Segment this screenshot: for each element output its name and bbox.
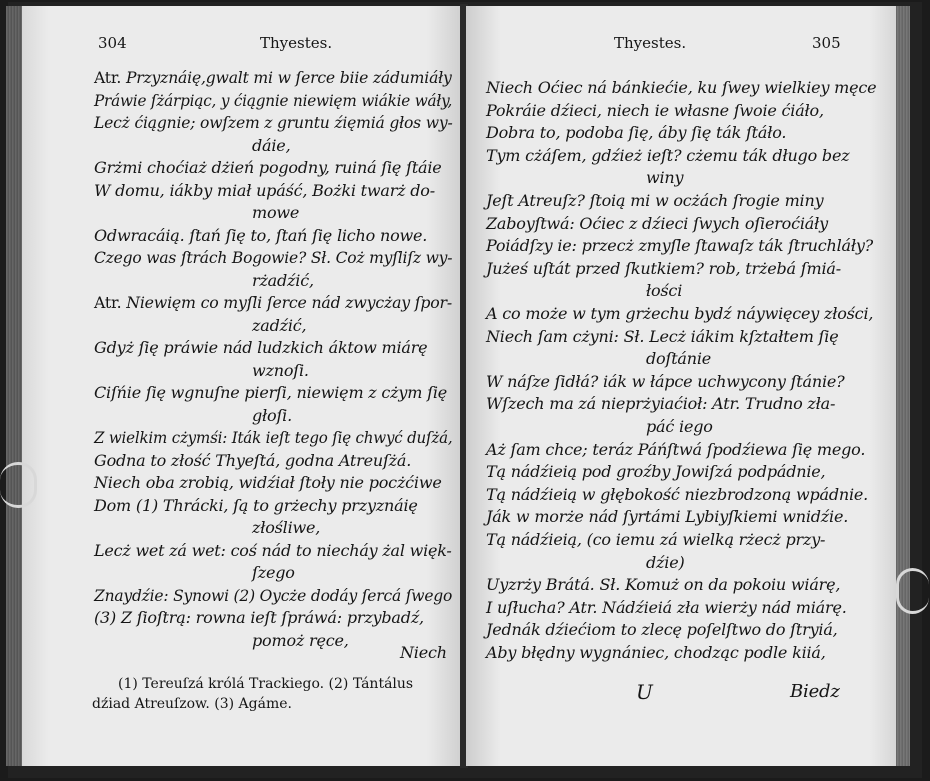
text-line bbox=[486, 327, 838, 347]
text-line bbox=[94, 68, 452, 88]
text-line bbox=[252, 631, 349, 651]
line-text: ſzego bbox=[252, 563, 295, 582]
text-line bbox=[94, 496, 418, 516]
ribbon-right bbox=[896, 568, 929, 614]
line-text: Jeſt Atreuſz? ſtoią mi w ocżách ſrogie miny bbox=[486, 191, 824, 210]
line-text: Tą nádźieią pod groźby Jowiſzá podpádnie, bbox=[486, 462, 826, 482]
line-text: pomoż ręce, bbox=[252, 630, 349, 650]
text-line bbox=[94, 181, 435, 201]
line-text: Ják w morże nád ſyrtámi Lybiyſkiemi wnidźie. bbox=[486, 507, 849, 527]
text-line bbox=[94, 428, 453, 448]
footnote-line-1: (1) Tereuſzá królá Trackiego. (2) Tántálus bbox=[118, 676, 414, 692]
line-text: Niech oba zrobią, widźiał ſtoły nie pocżćiwe bbox=[94, 473, 442, 492]
line-text: Tą nádźieią w głębokość niezbrodzoną wpádnie. bbox=[486, 484, 869, 504]
text-line bbox=[252, 203, 299, 223]
text-line bbox=[486, 146, 849, 166]
text-line bbox=[486, 78, 876, 98]
line-text: doſtánie bbox=[646, 349, 712, 369]
text-line bbox=[94, 226, 427, 246]
line-text: Niech Oćiec ná bánkiećie, ku ſwey wielkiey męce bbox=[486, 78, 877, 97]
text-line bbox=[646, 553, 685, 573]
line-text: Lecż ćiągnie; owſzem z gruntu źięmiá głos wy- bbox=[94, 113, 453, 132]
text-line bbox=[486, 643, 826, 663]
line-text: I uſłucha? Atr. Nádźieiá zła wierży nád miárę. bbox=[486, 597, 847, 617]
line-text: Grżmi choćiaż dżień pogodny, ruiná ſię ſtáie bbox=[94, 158, 442, 177]
text-line bbox=[252, 563, 295, 583]
text-line bbox=[94, 608, 424, 628]
line-text: A co może w tym grżechu bydź náywięcey złości, bbox=[486, 304, 874, 323]
text-line bbox=[486, 259, 841, 279]
line-text: Dobra to, podoba ſię, áby ſię ták ſtáło. bbox=[486, 123, 787, 143]
line-text: dźie) bbox=[646, 552, 685, 572]
line-text: Tą nádźieią, (co iemu zá wielką rżecż przy- bbox=[486, 530, 826, 549]
text-line bbox=[646, 349, 711, 369]
left-running-head: Thyestes. bbox=[260, 34, 333, 52]
text-line bbox=[486, 530, 825, 550]
right-page-number: 305 bbox=[812, 34, 841, 52]
text-line bbox=[94, 541, 452, 561]
line-text: Z wielkim cżymśi: Iták ieſt tego ſię chwyć duſżá, bbox=[94, 428, 453, 447]
line-text: Dom (1) Thrácki, ſą to grżechy przyznáię bbox=[94, 495, 418, 515]
left-catchword: Niech bbox=[400, 643, 447, 662]
line-text: (3) Z ſioſtrą: rowna ieſt ſpráwá: przybadź, bbox=[94, 608, 424, 627]
text-line bbox=[486, 440, 865, 460]
text-line bbox=[646, 417, 713, 437]
line-text: Pokráie dźieci, niech ie własne ſwoie ćiáło, bbox=[486, 100, 824, 120]
text-line bbox=[252, 271, 314, 291]
text-line bbox=[94, 248, 452, 268]
speaker-label: Atr. bbox=[94, 68, 122, 87]
line-text: Niech ſam cżyni: Sł. Lecż iákim kſztałtem ſię bbox=[486, 326, 839, 346]
line-text: zadźić, bbox=[252, 315, 307, 335]
line-text: złośliwe, bbox=[252, 518, 321, 537]
right-page-edges bbox=[894, 6, 910, 766]
text-line bbox=[252, 518, 320, 538]
text-line bbox=[486, 214, 828, 234]
line-text: Práwie ſżárpiąc, y ćiągnie niewięm wiákie wáły, bbox=[94, 90, 453, 110]
line-text: Gdyż ſię práwie nád ludzkich áktow miárę bbox=[94, 338, 428, 357]
text-line bbox=[94, 91, 452, 111]
line-text: głoſi. bbox=[252, 405, 292, 425]
text-line bbox=[94, 451, 411, 471]
text-line bbox=[94, 158, 442, 178]
line-text: wznoſi. bbox=[252, 360, 309, 380]
text-line bbox=[94, 473, 442, 493]
right-page bbox=[466, 6, 896, 766]
line-text: Jednák dźiećiom to zlecę poſelſtwo do ſtryiá, bbox=[486, 620, 838, 640]
line-text: Uyzrży Brátá. Sł. Komuż on da pokoiu wiárę, bbox=[486, 575, 841, 595]
text-line bbox=[486, 485, 868, 505]
text-line bbox=[94, 586, 452, 606]
line-text: Aby błędny wygnániec, chodząc podle kiiá, bbox=[486, 643, 826, 662]
text-line bbox=[486, 462, 825, 482]
text-line bbox=[94, 338, 427, 358]
text-line bbox=[94, 113, 453, 133]
text-line bbox=[252, 361, 309, 381]
text-line bbox=[252, 406, 292, 426]
speaker-label: Atr. bbox=[94, 293, 122, 312]
line-text: Wſzech ma zá nieprżyiaćioł: Atr. Trudno zła- bbox=[486, 394, 836, 414]
left-page bbox=[22, 6, 462, 766]
text-line bbox=[486, 507, 848, 527]
text-line bbox=[646, 168, 683, 188]
line-text: winy bbox=[646, 168, 684, 188]
line-text: W náſze ſidłá? iák w łápce uchwycony ſtánie? bbox=[486, 371, 845, 391]
text-line bbox=[486, 620, 838, 640]
text-line bbox=[486, 598, 847, 618]
line-text: Godna to złość Thyeſtá, godna Atreuſżá. bbox=[94, 450, 412, 470]
left-page-number: 304 bbox=[98, 34, 127, 52]
line-text: Ciſńie ſię wgnuſne pierſi, niewięm z cżym ſię bbox=[94, 383, 448, 402]
right-catchword: Biedz bbox=[790, 681, 840, 702]
line-text: rżadźić, bbox=[252, 270, 314, 290]
text-line bbox=[486, 236, 873, 256]
line-text: Poiádſzy ie: przecż zmyſle ſtawaſz ták ſtruchláły? bbox=[486, 236, 874, 256]
signature-mark: U bbox=[636, 680, 653, 704]
text-line bbox=[486, 372, 845, 392]
text-line bbox=[94, 293, 452, 313]
line-text: dáie, bbox=[252, 135, 291, 155]
line-text: Znaydźie: Synowi (2) Oycże dodáy ſercá ſwego bbox=[94, 585, 453, 605]
line-text: páć iego bbox=[646, 417, 713, 436]
line-text: Aż ſam chce; teráz Páńſtwá ſpodźiewa ſię mego. bbox=[486, 439, 866, 459]
line-text: Przyznáię,gwalt mi w ſerce biie zádumiáły bbox=[125, 68, 452, 87]
line-text: Lecż wet zá wet: coś nád to niecháy żal więk- bbox=[94, 540, 452, 560]
text-line bbox=[486, 575, 840, 595]
line-text: Odwracáią. ſtań ſię to, ſtań ſię licho nowe. bbox=[94, 225, 428, 245]
line-text: Jużeś uſtát przed ſkutkiem? rob, trżebá ſmiá- bbox=[486, 258, 841, 278]
ribbon-left bbox=[0, 462, 37, 508]
text-line bbox=[94, 383, 447, 403]
text-line bbox=[486, 394, 835, 414]
text-line bbox=[486, 101, 824, 121]
line-text: W domu, iákby miał upáść, Bożki twarż do- bbox=[94, 180, 435, 200]
text-line bbox=[646, 281, 682, 301]
text-line bbox=[486, 191, 823, 211]
footnote-line-2: dźiad Atreuſzow. (3) Agáme. bbox=[92, 696, 292, 712]
text-line bbox=[486, 123, 786, 143]
right-running-head: Thyestes. bbox=[614, 34, 687, 52]
text-line bbox=[486, 304, 873, 324]
line-text: łości bbox=[646, 281, 683, 301]
line-text: Niewięm co myſli ſerce nád zwycżay ſpor- bbox=[126, 293, 453, 312]
line-text: mowe bbox=[252, 203, 300, 222]
line-text: Czego was ſtrách Bogowie? Sł. Coż myſliſz wy- bbox=[94, 248, 453, 267]
text-line bbox=[252, 136, 290, 156]
line-text: Tym cżáſem, gdźież ieſt? cżemu ták długo bez bbox=[486, 145, 850, 165]
line-text: Zaboyſtwá: Oćiec z dźieci ſwych oſieroćiáły bbox=[486, 213, 828, 233]
text-line bbox=[252, 316, 306, 336]
